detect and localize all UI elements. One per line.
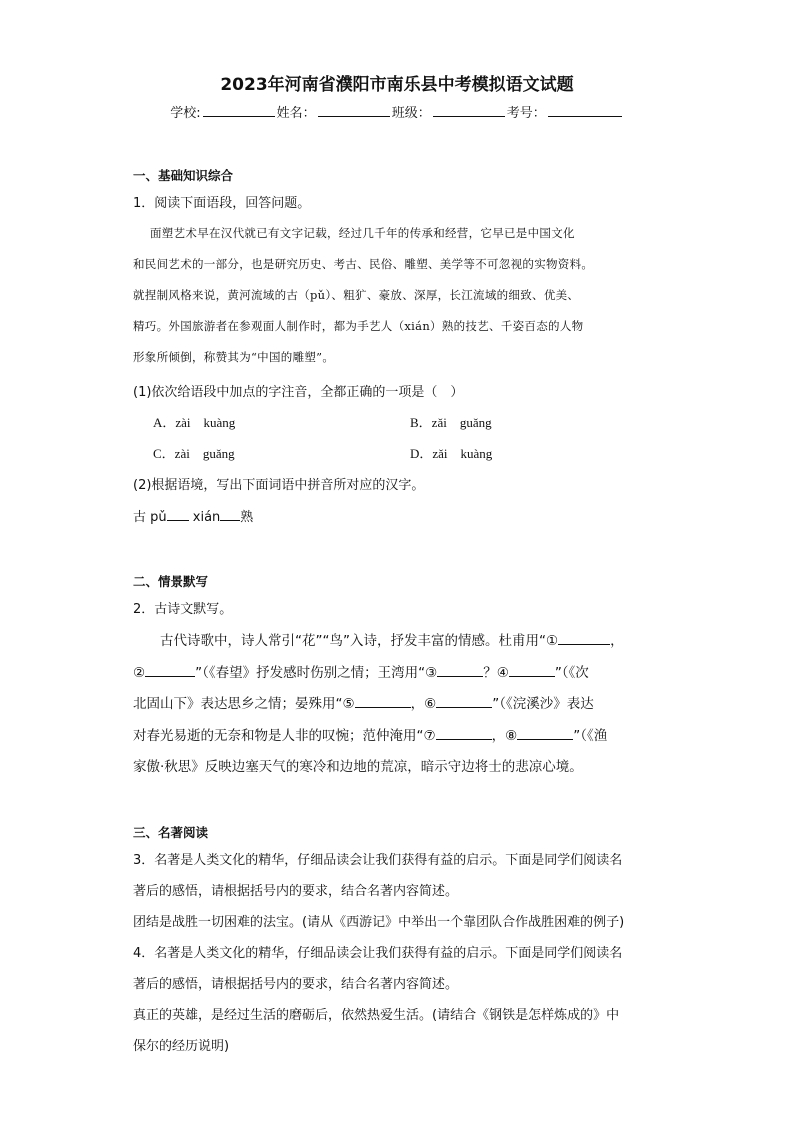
option-b[interactable]: B．zǎi guǎng: [410, 415, 492, 430]
q4-line-2: 著后的感悟，请根据括号内的要求，结合名著内容简述。: [133, 977, 459, 992]
school-blank[interactable]: [203, 103, 275, 117]
passage-line-4: 精巧。外国旅游者在参观面人制作时，都为手艺人（xián）熟的技艺、千姿百态的人物: [133, 319, 584, 333]
poem-l3-mid: ，⑥: [410, 696, 437, 712]
poem-l4-text: 对春光易逝的无奈和物是人非的叹惋；范仲淹用“⑦: [133, 728, 436, 744]
q3-line-2: 著后的感悟，请根据括号内的要求，结合名著内容简述。: [133, 884, 459, 899]
poem-l1-end: ，: [610, 633, 624, 649]
blank-1[interactable]: [558, 632, 610, 645]
poem-line-2: [133, 661, 589, 681]
q3-line-3: 团结是战胜一切困难的法宝。(请从《西游记》中举出一个靠团队合作战胜困难的例子): [133, 915, 625, 930]
name-blank[interactable]: [318, 103, 390, 117]
section2-heading: 二、情景默写: [133, 574, 209, 589]
poem-l4-mid: ，⑧: [491, 728, 518, 744]
blank-8[interactable]: [517, 727, 573, 740]
poem-line-3: [133, 692, 594, 712]
q4-line-3: 真正的英雄，是经过生活的磨砺后，依然热爱生活。(请结合《钢铁是怎样炼成的》中: [133, 1008, 620, 1023]
option-c[interactable]: C．zài guǎng: [153, 446, 235, 461]
blank-6[interactable]: [436, 695, 492, 708]
poem-l2-text: ”（《春望》抒发感时伤别之情；王湾用“③: [195, 665, 438, 681]
blank-5[interactable]: [355, 695, 411, 708]
fill-a-blank[interactable]: [167, 508, 189, 521]
blank-4[interactable]: [509, 664, 555, 677]
section1-heading: 一、基础知识综合: [133, 168, 234, 183]
poem-line-4: [133, 724, 607, 744]
passage-line-2: 和民间艺术的一部分，也是研究历史、考古、民俗、雕塑、美学等不可忽视的实物资料。: [133, 257, 594, 271]
option-a[interactable]: A．zài kuàng: [153, 415, 236, 430]
id-label: 考号：: [506, 106, 546, 121]
poem-l3-end: ”（《浣溪沙》表达: [492, 696, 594, 712]
blank-7[interactable]: [436, 727, 492, 740]
q1-stem: 1．阅读下面语段，回答问题。: [133, 196, 311, 211]
option-d[interactable]: D．zǎi kuàng: [410, 446, 493, 461]
poem-l1-text: 古代诗歌中，诗人常引“花”“鸟”入诗，抒发丰富的情感。杜甫用“①: [160, 633, 559, 649]
poem-l4-end: ”（《渔: [573, 728, 608, 744]
id-blank[interactable]: [548, 103, 622, 117]
q3-line-1: 3．名著是人类文化的精华，仔细品读会让我们获得有益的启示。下面是同学们阅读名: [133, 853, 623, 868]
name-label: 姓名：: [276, 106, 316, 121]
q1-sub1: (1)依次给语段中加点的字注音，全都正确的一项是（ ）: [133, 385, 464, 400]
passage-line-3: 就捏制风格来说，黄河流域的古（pǔ）、粗犷、豪放、深厚，长江流域的细致、优美、: [133, 288, 580, 302]
section3-heading: 三、名著阅读: [133, 825, 209, 840]
class-label: 班级：: [391, 106, 431, 121]
page-title: 2023年河南省濮阳市南乐县中考模拟语文试题: [220, 75, 574, 95]
blank-2[interactable]: [145, 664, 195, 677]
q4-line-1: 4．名著是人类文化的精华，仔细品读会让我们获得有益的启示。下面是同学们阅读名: [133, 946, 623, 961]
student-info-line: [0, 102, 794, 121]
passage-line-5: 形象所倾倒，称赞其为“中国的雕塑”。: [133, 350, 335, 364]
q1-sub2: (2)根据语境，写出下面词语中拼音所对应的汉字。: [133, 478, 425, 493]
fill-a-text: 古 pǔ: [133, 510, 167, 525]
fill-c-text: 熟: [240, 510, 254, 525]
blank-3[interactable]: [437, 664, 483, 677]
q1-fill-line: [133, 506, 253, 525]
fill-b-text: xián: [192, 510, 221, 525]
q2-stem: 2．古诗文默写。: [133, 602, 233, 617]
poem-l2-num: ②: [133, 665, 146, 681]
poem-line-5: 家傲·秋思》反映边塞天气的寒冷和边地的荒凉，暗示守边将士的悲凉心境。: [133, 759, 583, 775]
school-label: 学校:: [170, 106, 201, 121]
poem-l3-text: 北固山下》表达思乡之情；晏殊用“⑤: [133, 696, 355, 712]
q4-line-4: 保尔的经历说明): [133, 1039, 230, 1054]
poem-l2-end: ”（《次: [554, 665, 589, 681]
class-blank[interactable]: [433, 103, 505, 117]
poem-l2-mid: ？④: [483, 665, 509, 681]
poem-line-1: [160, 629, 624, 649]
fill-b-blank[interactable]: [220, 508, 240, 521]
passage-line-1: 面塑艺术早在汉代就已有文字记载，经过几千年的传承和经营，它早已是中国文化: [150, 226, 575, 240]
